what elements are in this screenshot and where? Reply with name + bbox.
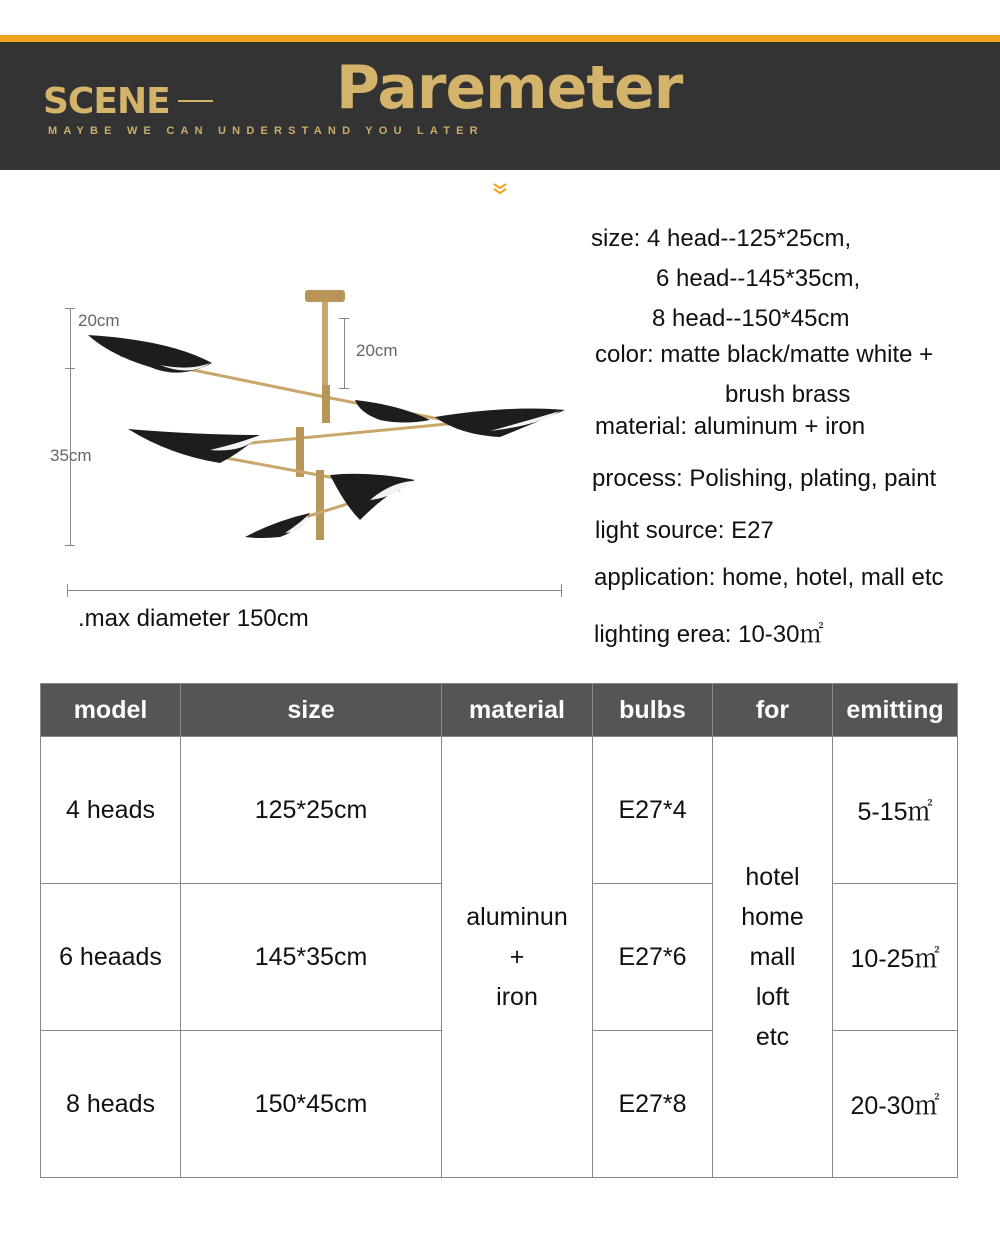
top-accent-line bbox=[0, 35, 1000, 42]
dim-diameter-tick-right bbox=[561, 584, 562, 597]
cell-emitting: 5-15㎡ bbox=[833, 737, 958, 884]
cell-for bbox=[713, 737, 833, 1178]
table-row bbox=[41, 737, 958, 884]
cell-model: 8 heads bbox=[41, 1031, 181, 1178]
header-material: material bbox=[442, 684, 593, 737]
dim-top-label: 20cm bbox=[78, 311, 120, 330]
cell-model: 6 heaads bbox=[41, 884, 181, 1031]
cell-bulbs: E27*4 bbox=[593, 737, 713, 884]
chandelier-illustration bbox=[60, 285, 580, 555]
spec-color-line1: color: matte black/matte white + bbox=[595, 341, 934, 368]
header-emitting: emitting bbox=[833, 684, 958, 737]
cell-size: 145*35cm bbox=[181, 884, 442, 1031]
for-line: home bbox=[741, 903, 804, 931]
dim-total-label: 35cm bbox=[50, 446, 92, 465]
for-line: mall bbox=[749, 943, 796, 971]
cell-model: 4 heads bbox=[41, 737, 181, 884]
page-title: Paremeter bbox=[336, 53, 683, 123]
spec-lighting-area: lighting erea: 10-30㎡ bbox=[594, 621, 824, 648]
spec-color-line2: brush brass bbox=[725, 381, 851, 408]
spec-light-source: light source: E27 bbox=[595, 517, 774, 544]
dim-diameter-tick-left bbox=[67, 584, 68, 597]
dim-stem-label: 20cm bbox=[356, 341, 398, 360]
material-line: + bbox=[509, 943, 525, 971]
cell-bulbs: E27*8 bbox=[593, 1031, 713, 1178]
material-line: aluminun bbox=[466, 903, 568, 931]
for-line: etc bbox=[755, 1023, 790, 1051]
dim-diameter-horizontal bbox=[67, 590, 562, 591]
header-model: model bbox=[41, 684, 181, 737]
header-subtitle: MAYBE WE CAN UNDERSTAND YOU LATER bbox=[48, 125, 484, 137]
for-line: loft bbox=[755, 983, 790, 1011]
spec-size-line1: size: 4 head--125*25cm, bbox=[591, 225, 852, 252]
header-for: for bbox=[713, 684, 833, 737]
cell-emitting: 10-25㎡ bbox=[833, 884, 958, 1031]
header-size: size bbox=[181, 684, 442, 737]
spec-size-line3: 8 head--150*45cm bbox=[652, 305, 850, 332]
spec-material: material: aluminum + iron bbox=[595, 413, 866, 440]
spec-application: application: home, hotel, mall etc bbox=[594, 564, 944, 591]
scene-label: SCENE bbox=[43, 81, 170, 122]
cell-emitting: 20-30㎡ bbox=[833, 1031, 958, 1178]
max-diameter-label: .max diameter 150cm bbox=[78, 605, 309, 632]
cell-bulbs: E27*6 bbox=[593, 884, 713, 1031]
for-line: hotel bbox=[745, 863, 800, 891]
header-bulbs: bulbs bbox=[593, 684, 713, 737]
cell-size: 125*25cm bbox=[181, 737, 442, 884]
cell-size: 150*45cm bbox=[181, 1031, 442, 1178]
parameter-table bbox=[40, 683, 958, 1178]
spec-size-line2: 6 head--145*35cm, bbox=[656, 265, 861, 292]
spec-process: process: Polishing, plating, paint bbox=[592, 465, 937, 492]
material-line: iron bbox=[496, 983, 538, 1011]
scene-dash bbox=[178, 100, 213, 102]
cell-material bbox=[442, 737, 593, 1178]
double-chevron-down-icon bbox=[492, 182, 508, 196]
table-header-row bbox=[41, 684, 958, 737]
